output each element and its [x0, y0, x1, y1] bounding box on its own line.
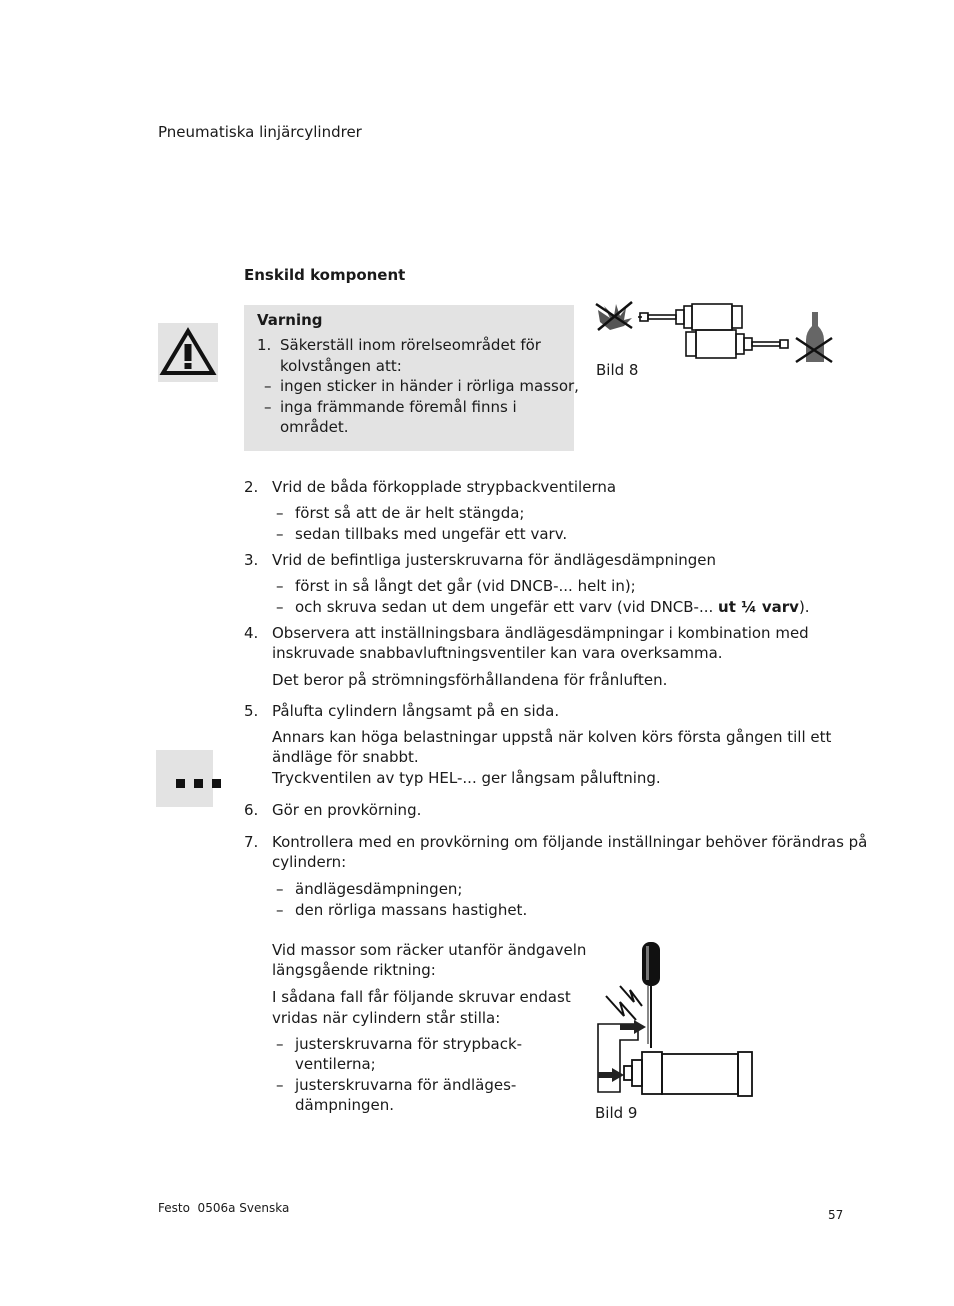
list-dash: – [276, 504, 284, 522]
warning-triangle-icon [158, 323, 218, 382]
mass-note-subitem: dämpningen. [295, 1096, 395, 1114]
crossed-hand-icon [596, 302, 632, 330]
dot-icon [212, 779, 221, 788]
step-number: 7. [244, 833, 259, 851]
step-text: cylindern: [272, 853, 347, 871]
figure-8-illustration [590, 298, 840, 366]
list-dash: – [264, 398, 272, 416]
step-text: Observera att inställningsbara ändlägesdämpningar i kombination med [272, 624, 809, 642]
step-subitem: först in så långt det går (vid DNCB-... helt in); [295, 577, 636, 595]
step-text: Kontrollera med en provkörning om följande inställningar behöver förändras på [272, 833, 868, 851]
cylinder-upper-icon [638, 304, 742, 330]
mass-note-subitem: ventilerna; [295, 1055, 376, 1073]
mass-note-text: I sådana fall får följande skruvar endast [272, 988, 571, 1006]
step-number: 5. [244, 702, 259, 720]
running-header: Pneumatiska linjärcylindrer [158, 123, 362, 141]
step-note: ändläge för snabbt. [272, 748, 419, 766]
list-dash: – [264, 377, 272, 395]
warning-item-text: kolvstången att: [280, 357, 402, 375]
step-text: Gör en provkörning. [272, 801, 422, 819]
list-dash: – [276, 525, 284, 543]
warning-title: Varning [257, 311, 323, 329]
screwdriver-icon [642, 942, 660, 1048]
step-subitem: först så att de är helt stängda; [295, 504, 525, 522]
step-note: Det beror på strömningsförhållandena för frånluften. [272, 671, 668, 689]
figure-8-caption: Bild 8 [596, 361, 639, 379]
figure-9-illustration [590, 940, 760, 1102]
warning-icon-box [158, 323, 218, 382]
list-dash: – [276, 577, 284, 595]
step-note: Annars kan höga belastningar uppstå när kolven körs första gången till ett [272, 728, 832, 746]
warning-item-text: Säkerställ inom rörelseområdet för [280, 336, 541, 354]
step-number: 2. [244, 478, 259, 496]
dot-icon [176, 779, 185, 788]
section-title: Enskild komponent [244, 266, 406, 284]
list-dash: – [276, 1076, 284, 1094]
list-dash: – [276, 901, 284, 919]
warning-subitem: området. [280, 418, 349, 436]
step-text: inskruvade snabbavluftningsventiler kan vara overksamma. [272, 644, 723, 662]
step-note: Tryckventilen av typ HEL-... ger långsam påluftning. [272, 769, 661, 787]
list-dash: – [276, 880, 284, 898]
warning-box [244, 305, 579, 451]
step-subitem: den rörliga massans hastighet. [295, 901, 528, 919]
continuation-marker [156, 750, 213, 807]
page-number: 57 [828, 1208, 844, 1222]
mass-note-subitem: justerskruvarna för ändläges- [295, 1076, 517, 1094]
mass-note-text: vridas när cylindern står stilla: [272, 1009, 501, 1027]
warning-item-number: 1. [257, 336, 272, 354]
step-text: Pålufta cylindern långsamt på en sida. [272, 702, 560, 720]
step-subitem-part: ). [798, 598, 810, 616]
step-subitem: sedan tillbaks med ungefär ett varv. [295, 525, 568, 543]
warning-subitem: ingen sticker in händer i rörliga massor, [280, 377, 579, 395]
list-dash: – [276, 598, 284, 616]
dot-icon [194, 779, 203, 788]
step-subitem [295, 597, 810, 618]
cylinder-lower-icon [686, 330, 788, 358]
step-text: Vrid de båda förkopplade strypbackventilerna [272, 478, 617, 496]
step-number: 6. [244, 801, 259, 819]
step-subitem: ändlägesdämpningen; [295, 880, 463, 898]
crossed-bottle-icon [796, 312, 832, 362]
list-dash: – [276, 1035, 284, 1053]
footer-publisher: Festo 0506a Svenska [158, 1201, 290, 1215]
arrow-icon [598, 1020, 646, 1082]
step-number: 3. [244, 551, 259, 569]
step-number: 4. [244, 624, 259, 642]
mass-note-text: längsgående riktning: [272, 961, 436, 979]
step-subitem-part: och skruva sedan ut dem ungefär ett varv (vid DNCB-... [295, 598, 719, 616]
figure-9-caption: Bild 9 [595, 1104, 638, 1122]
mass-note-text: Vid massor som räcker utanför ändgaveln [272, 941, 587, 959]
warning-subitem: inga främmande föremål finns i [280, 398, 517, 416]
step-text: Vrid de befintliga justerskruvarna för ändlägesdämpningen [272, 551, 717, 569]
mass-note-subitem: justerskruvarna för strypback- [295, 1035, 523, 1053]
lightning-icon [606, 986, 642, 1020]
cylinder-icon [624, 1052, 752, 1096]
step-subitem-emphasis: ut ¼ varv [718, 598, 799, 616]
